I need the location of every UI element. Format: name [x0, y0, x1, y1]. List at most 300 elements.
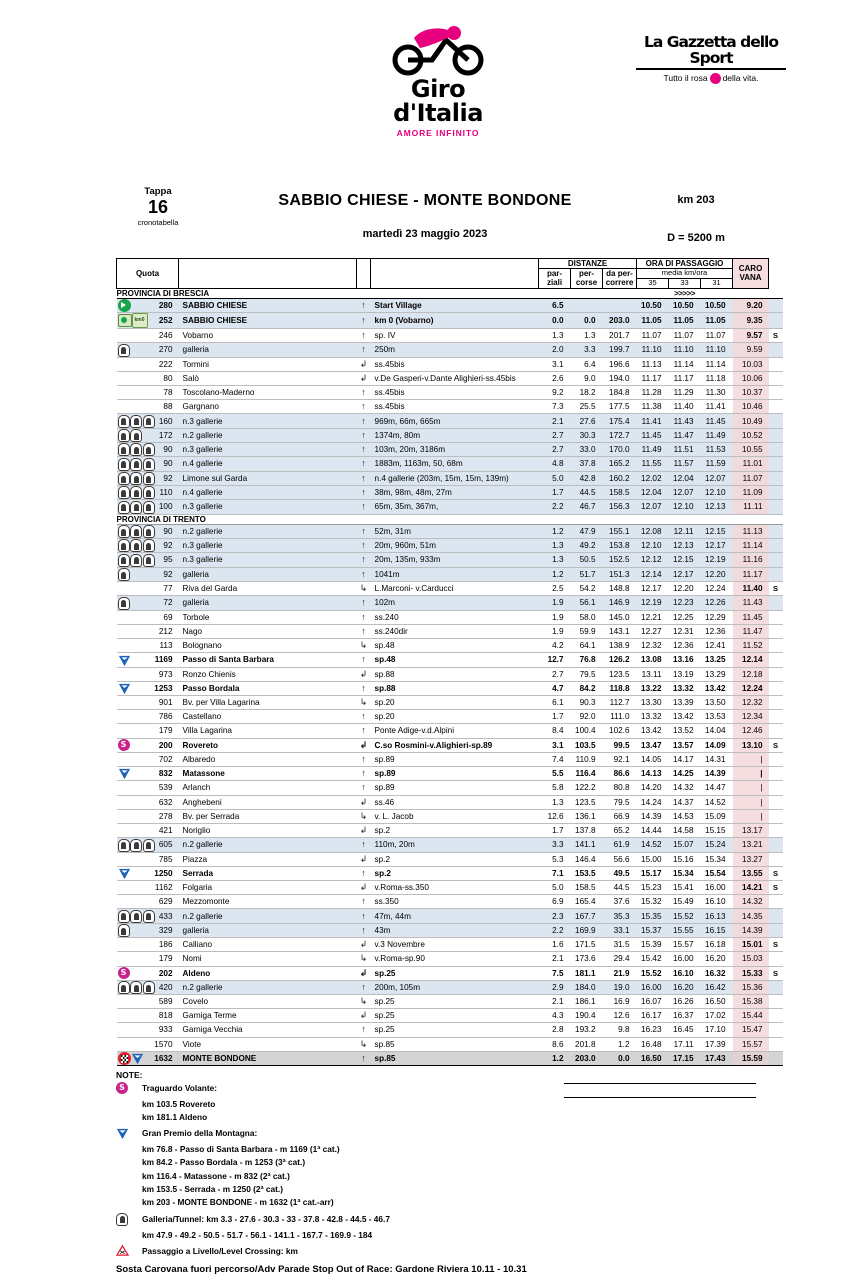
arrow-straight-icon: ↑: [361, 444, 366, 455]
row-altitude: 200: [147, 738, 179, 752]
row-s-flag: [769, 624, 783, 638]
arrow-straight-icon: ↑: [361, 654, 366, 665]
row-time-31: 13.25: [701, 653, 733, 667]
table-row[interactable]: [117, 809, 783, 823]
row-remaining-km: 33.1: [603, 923, 637, 937]
row-road: 20m, 960m, 51m: [371, 539, 539, 553]
row-time-35: 14.20: [637, 781, 669, 795]
arrow-straight-icon: ↑: [361, 487, 366, 498]
row-s-flag: [769, 667, 783, 681]
row-caravan-time: 11.45: [733, 610, 769, 624]
arrow-left-turn-icon: ↲: [359, 372, 368, 383]
row-location: Ronzo Chienis: [179, 667, 357, 681]
row-partial-km: 5.3: [539, 852, 571, 866]
table-row[interactable]: [117, 624, 783, 638]
table-row[interactable]: [117, 298, 783, 312]
table-row[interactable]: [117, 824, 783, 838]
row-caravan-time: 10.52: [733, 428, 769, 442]
table-row[interactable]: [117, 582, 783, 596]
row-location: Mezzomonte: [179, 895, 357, 909]
row-icons: [117, 567, 147, 581]
row-partial-km: 1.2: [539, 567, 571, 581]
row-road: sp.25: [371, 966, 539, 980]
row-time-33: 15.34: [669, 866, 701, 880]
row-icons: [117, 980, 147, 994]
row-covered-km: 59.9: [571, 624, 603, 638]
row-time-31: 13.50: [701, 696, 733, 710]
arrow-right-turn-icon: ↳: [359, 996, 368, 1007]
row-time-35: 14.13: [637, 767, 669, 781]
row-time-31: 12.36: [701, 624, 733, 638]
table-row[interactable]: [117, 539, 783, 553]
row-caravan-time: 11.01: [733, 457, 769, 471]
signature-lines: [564, 1070, 756, 1098]
row-road: sp.85: [371, 1037, 539, 1051]
table-row[interactable]: [117, 596, 783, 610]
row-covered-km: 37.8: [571, 457, 603, 471]
row-time-35: 14.52: [637, 838, 669, 852]
row-covered-km: 58.0: [571, 610, 603, 624]
row-covered-km: 123.5: [571, 795, 603, 809]
row-caravan-time: 15.03: [733, 952, 769, 966]
tunnel-icon: [118, 924, 130, 937]
mountain-icon: [131, 1052, 144, 1065]
row-road: ss.350: [371, 895, 539, 909]
row-remaining-km: 145.0: [603, 610, 637, 624]
row-s-flag: [769, 298, 783, 312]
row-altitude: 179: [147, 952, 179, 966]
row-caravan-time: 10.03: [733, 357, 769, 371]
row-altitude: 589: [147, 995, 179, 1009]
row-remaining-km: 203.0: [603, 312, 637, 328]
row-direction: [357, 567, 371, 581]
row-time-35: 14.44: [637, 824, 669, 838]
row-altitude: 785: [147, 852, 179, 866]
row-time-35: 11.45: [637, 428, 669, 442]
row-time-31: 12.13: [701, 500, 733, 514]
row-caravan-time: 13.10: [733, 738, 769, 752]
row-remaining-km: 86.6: [603, 767, 637, 781]
row-altitude: 973: [147, 667, 179, 681]
table-row[interactable]: [117, 909, 783, 923]
row-time-33: 11.17: [669, 371, 701, 385]
arrow-left-turn-icon: ↲: [359, 853, 368, 864]
table-row[interactable]: [117, 866, 783, 880]
table-row[interactable]: [117, 371, 783, 385]
row-direction: [357, 724, 371, 738]
row-direction: [357, 752, 371, 766]
row-location: n.4 gallerie: [179, 486, 357, 500]
row-time-31: 12.20: [701, 567, 733, 581]
table-row[interactable]: [117, 357, 783, 371]
table-row[interactable]: [117, 428, 783, 442]
row-icons: [117, 866, 147, 880]
table-row[interactable]: [117, 610, 783, 624]
row-time-35: 12.32: [637, 638, 669, 652]
row-time-33: 12.13: [669, 539, 701, 553]
row-caravan-time: |: [733, 781, 769, 795]
row-time-31: 11.14: [701, 357, 733, 371]
row-covered-km: 54.2: [571, 582, 603, 596]
table-row[interactable]: [117, 653, 783, 667]
tunnel-icon: [118, 344, 130, 357]
row-time-33: 13.32: [669, 681, 701, 695]
row-partial-km: 3.1: [539, 357, 571, 371]
row-time-31: 11.53: [701, 443, 733, 457]
row-road: sp.25: [371, 1023, 539, 1037]
table-row[interactable]: [117, 553, 783, 567]
table-row[interactable]: [117, 752, 783, 766]
row-s-flag: S: [769, 881, 783, 895]
table-row[interactable]: [117, 1051, 783, 1065]
row-direction: [357, 553, 371, 567]
notes-title: NOTE:: [116, 1070, 143, 1081]
arrow-left-turn-icon: ↲: [359, 967, 368, 978]
row-altitude: 270: [147, 343, 179, 357]
tunnel-icon: [118, 981, 130, 994]
tunnel-icon: [118, 910, 130, 923]
row-remaining-km: 19.0: [603, 980, 637, 994]
row-partial-km: 6.5: [539, 298, 571, 312]
row-caravan-time: 15.33: [733, 966, 769, 980]
table-row[interactable]: [117, 457, 783, 471]
row-time-35: 12.10: [637, 539, 669, 553]
row-s-flag: [769, 809, 783, 823]
row-icons: [117, 995, 147, 1009]
arrow-straight-icon: ↑: [361, 1052, 366, 1063]
table-row[interactable]: [117, 781, 783, 795]
table-row[interactable]: [117, 471, 783, 485]
row-remaining-km: 160.2: [603, 471, 637, 485]
tunnel-icon: [130, 458, 142, 471]
row-covered-km: 203.0: [571, 1051, 603, 1065]
row-time-35: 11.17: [637, 371, 669, 385]
row-covered-km: 56.1: [571, 596, 603, 610]
row-covered-km: 167.7: [571, 909, 603, 923]
row-time-35: 15.42: [637, 952, 669, 966]
row-direction: [357, 471, 371, 485]
row-time-35: 12.17: [637, 582, 669, 596]
arrow-straight-icon: ↑: [361, 314, 366, 325]
row-partial-km: 2.2: [539, 923, 571, 937]
row-partial-km: 2.6: [539, 371, 571, 385]
tunnel-icon: [130, 443, 142, 456]
row-direction: [357, 524, 371, 538]
row-covered-km: 44.5: [571, 486, 603, 500]
row-altitude: 605: [147, 838, 179, 852]
row-remaining-km: 12.6: [603, 1009, 637, 1023]
row-partial-km: 6.9: [539, 895, 571, 909]
row-road: 1041m: [371, 567, 539, 581]
signature-line-2: [564, 1084, 756, 1098]
row-time-31: 11.49: [701, 428, 733, 442]
row-icons: [117, 414, 147, 428]
row-partial-km: 2.9: [539, 980, 571, 994]
row-direction: [357, 298, 371, 312]
table-row[interactable]: [117, 724, 783, 738]
route-date: martedì 23 maggio 2023: [362, 228, 488, 240]
row-partial-km: 5.0: [539, 881, 571, 895]
row-altitude: 72: [147, 596, 179, 610]
giro-ditalia-logo: [378, 24, 498, 138]
province-header-row: [117, 514, 783, 524]
row-partial-km: 5.8: [539, 781, 571, 795]
arrow-straight-icon: ↑: [361, 415, 366, 426]
row-icons: [117, 298, 147, 312]
row-location: n.3 gallerie: [179, 553, 357, 567]
row-icons: [117, 881, 147, 895]
row-time-31: 13.53: [701, 710, 733, 724]
row-s-flag: [769, 752, 783, 766]
tunnel-icon: [130, 501, 142, 514]
row-remaining-km: 56.6: [603, 852, 637, 866]
row-time-31: 11.30: [701, 386, 733, 400]
table-row[interactable]: [117, 524, 783, 538]
tappa-subtitle: cronotabella: [137, 217, 179, 227]
route-name: SABBIO CHIESE - MONTE BONDONE: [278, 192, 572, 209]
tunnel-icon: [118, 539, 130, 552]
row-altitude: 539: [147, 781, 179, 795]
row-road: 1883m, 1163m, 50, 68m: [371, 457, 539, 471]
row-remaining-km: 99.5: [603, 738, 637, 752]
row-road: sp.2: [371, 852, 539, 866]
row-covered-km: 3.3: [571, 343, 603, 357]
row-partial-km: 8.6: [539, 1037, 571, 1051]
arrow-left-turn-icon: ↲: [359, 739, 368, 750]
table-row[interactable]: [117, 1023, 783, 1037]
row-remaining-km: 29.4: [603, 952, 637, 966]
table-row[interactable]: [117, 567, 783, 581]
table-row[interactable]: [117, 881, 783, 895]
sprint-icon: S: [118, 967, 130, 979]
row-covered-km: 122.2: [571, 781, 603, 795]
row-time-33: 11.10: [669, 343, 701, 357]
row-location: Albaredo: [179, 752, 357, 766]
table-row[interactable]: [117, 638, 783, 652]
province-caro-blank: [733, 514, 769, 524]
row-caravan-time: 14.35: [733, 909, 769, 923]
row-time-33: 14.37: [669, 795, 701, 809]
row-time-35: 11.38: [637, 400, 669, 414]
row-altitude: 832: [147, 767, 179, 781]
row-time-33: 14.17: [669, 752, 701, 766]
table-row[interactable]: [117, 710, 783, 724]
table-row[interactable]: [117, 1009, 783, 1023]
row-location: Gargnano: [179, 400, 357, 414]
table-row[interactable]: [117, 696, 783, 710]
tunnel-icon: [143, 443, 155, 456]
table-row[interactable]: [117, 995, 783, 1009]
row-caravan-time: 11.11: [733, 500, 769, 514]
row-altitude: 179: [147, 724, 179, 738]
row-remaining-km: 175.4: [603, 414, 637, 428]
row-caravan-time: 12.34: [733, 710, 769, 724]
row-location: Passo Bordala: [179, 681, 357, 695]
row-s-flag: [769, 995, 783, 1009]
row-icons: [117, 524, 147, 538]
row-location: n.3 gallerie: [179, 539, 357, 553]
arrow-straight-icon: ↑: [361, 611, 366, 622]
table-row[interactable]: [117, 443, 783, 457]
row-location: Villa Lagarina: [179, 724, 357, 738]
province-s-blank: [769, 288, 783, 298]
row-direction: [357, 596, 371, 610]
row-time-33: 14.25: [669, 767, 701, 781]
row-altitude: 252: [147, 312, 179, 328]
row-altitude: 901: [147, 696, 179, 710]
row-altitude: 632: [147, 795, 179, 809]
row-icons: [117, 824, 147, 838]
tagline-part-a: Tutto il rosa: [663, 73, 708, 84]
row-time-31: 17.10: [701, 1023, 733, 1037]
row-location: galleria: [179, 343, 357, 357]
arrow-right-turn-icon: ↳: [359, 953, 368, 964]
row-direction: [357, 638, 371, 652]
row-time-33: 16.00: [669, 952, 701, 966]
table-row[interactable]: [117, 838, 783, 852]
row-s-flag: [769, 767, 783, 781]
table-row[interactable]: [117, 980, 783, 994]
row-s-flag: [769, 638, 783, 652]
gpm-item-3: km 153.5 - Serrada - m 1250 (2ª cat.): [142, 1183, 283, 1194]
row-time-31: 14.09: [701, 738, 733, 752]
row-partial-km: 2.7: [539, 667, 571, 681]
tunnel-icon: [130, 525, 142, 538]
row-s-flag: [769, 980, 783, 994]
table-row[interactable]: [117, 681, 783, 695]
row-time-31: 14.47: [701, 781, 733, 795]
row-caravan-time: 9.20: [733, 298, 769, 312]
row-covered-km: 47.9: [571, 524, 603, 538]
arrow-straight-icon: ↑: [361, 981, 366, 992]
tunnel-icon: [118, 486, 130, 499]
row-altitude: 433: [147, 909, 179, 923]
row-remaining-km: 184.8: [603, 386, 637, 400]
table-row[interactable]: [117, 343, 783, 357]
table-row[interactable]: [117, 312, 783, 328]
arrow-straight-icon: ↑: [361, 625, 366, 636]
row-remaining-km: 138.9: [603, 638, 637, 652]
table-row[interactable]: [117, 952, 783, 966]
table-row[interactable]: [117, 667, 783, 681]
arrow-straight-icon: ↑: [361, 472, 366, 483]
table-row[interactable]: [117, 329, 783, 343]
row-direction: [357, 667, 371, 681]
table-row[interactable]: [117, 400, 783, 414]
row-altitude: 280: [147, 298, 179, 312]
row-altitude: 702: [147, 752, 179, 766]
row-time-35: 14.05: [637, 752, 669, 766]
row-time-31: 11.59: [701, 457, 733, 471]
row-direction: [357, 1051, 371, 1065]
row-time-31: 14.52: [701, 795, 733, 809]
row-partial-km: 4.7: [539, 681, 571, 695]
tunnel-badge: [116, 1213, 142, 1226]
row-icons: [117, 767, 147, 781]
table-row[interactable]: [117, 738, 783, 752]
tunnel-icon: [118, 597, 130, 610]
row-time-33: 12.23: [669, 596, 701, 610]
row-time-31: 16.42: [701, 980, 733, 994]
row-location: n.2 gallerie: [179, 428, 357, 442]
row-altitude: 1570: [147, 1037, 179, 1051]
row-location: Passo di Santa Barbara: [179, 653, 357, 667]
row-partial-km: 1.7: [539, 824, 571, 838]
row-s-flag: [769, 553, 783, 567]
row-time-33: 15.07: [669, 838, 701, 852]
row-time-35: 16.23: [637, 1023, 669, 1037]
row-road: v.Roma-sp.90: [371, 952, 539, 966]
row-road: v. L. Jacob: [371, 809, 539, 823]
row-icons: [117, 724, 147, 738]
table-row[interactable]: [117, 1037, 783, 1051]
row-time-31: 12.24: [701, 582, 733, 596]
row-remaining-km: 156.3: [603, 500, 637, 514]
table-row[interactable]: [117, 895, 783, 909]
row-road: L.Marconi- v.Carducci: [371, 582, 539, 596]
row-time-31: 14.39: [701, 767, 733, 781]
row-covered-km: 165.4: [571, 895, 603, 909]
table-row[interactable]: [117, 767, 783, 781]
row-remaining-km: 199.7: [603, 343, 637, 357]
row-location: Matassone: [179, 767, 357, 781]
table-row[interactable]: [117, 500, 783, 514]
row-partial-km: 3.1: [539, 738, 571, 752]
row-partial-km: 7.1: [539, 866, 571, 880]
table-row[interactable]: [117, 795, 783, 809]
row-remaining-km: 35.3: [603, 909, 637, 923]
table-row[interactable]: [117, 386, 783, 400]
row-location: Castellano: [179, 710, 357, 724]
row-road: sp. IV: [371, 329, 539, 343]
row-covered-km: 193.2: [571, 1023, 603, 1037]
row-location: n.4 gallerie: [179, 457, 357, 471]
row-location: Garniga Vecchia: [179, 1023, 357, 1037]
row-altitude: 69: [147, 610, 179, 624]
parziali-a: par-: [546, 269, 563, 279]
row-s-flag: [769, 795, 783, 809]
crossing-title: Passaggio a Livello/Level Crossing: km: [142, 1245, 298, 1256]
row-covered-km: 64.1: [571, 638, 603, 652]
table-row[interactable]: [117, 966, 783, 980]
table-row[interactable]: [117, 486, 783, 500]
row-remaining-km: 37.6: [603, 895, 637, 909]
row-altitude: 90: [147, 524, 179, 538]
table-row[interactable]: [117, 852, 783, 866]
row-altitude: 88: [147, 400, 179, 414]
total-elevation: D = 5200 m: [667, 232, 725, 244]
table-row[interactable]: [117, 938, 783, 952]
row-altitude: 92: [147, 567, 179, 581]
row-icons: [117, 624, 147, 638]
row-remaining-km: 79.5: [603, 795, 637, 809]
tunnel-icon: [116, 1213, 128, 1226]
row-partial-km: 1.3: [539, 329, 571, 343]
row-direction: [357, 343, 371, 357]
row-caravan-time: 15.47: [733, 1023, 769, 1037]
table-row[interactable]: [117, 414, 783, 428]
row-icons: [117, 329, 147, 343]
row-caravan-time: 15.57: [733, 1037, 769, 1051]
gpm-item-4: km 203 - MONTE BONDONE - m 1632 (1ª cat.-arr): [142, 1197, 334, 1208]
table-row[interactable]: [117, 923, 783, 937]
row-location: Bolognano: [179, 638, 357, 652]
row-time-33: 12.31: [669, 624, 701, 638]
tunnel-title: Galleria/Tunnel: km 3.3 - 27.6 - 30.3 - 33 - 37.8 - 42.8 - 44.5 - 46.7: [142, 1213, 390, 1224]
row-road: v.3 Novembre: [371, 938, 539, 952]
arrow-straight-icon: ↑: [361, 330, 366, 341]
row-time-31: 16.00: [701, 881, 733, 895]
